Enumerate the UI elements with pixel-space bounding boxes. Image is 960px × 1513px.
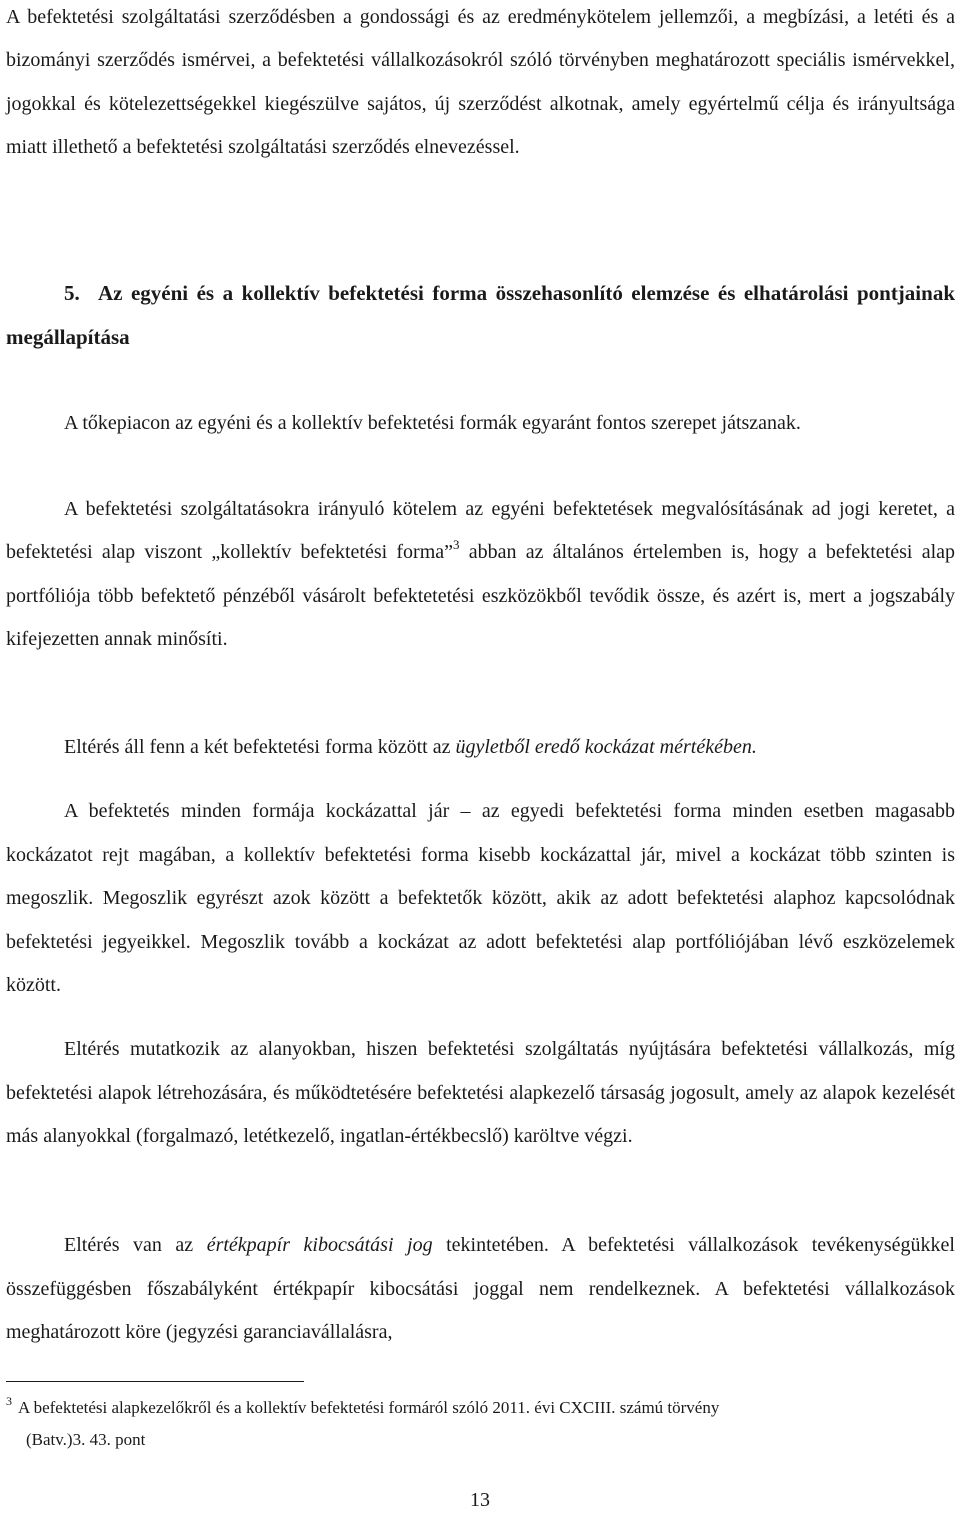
paragraph-2-text-a: A befektetési szolgáltatásokra irányuló kötelem az egyéni befektetések megvalósításának ad jogi keretet, a befektetési alap viszont „kollektív befektetési forma” bbox=[6, 498, 955, 564]
footnote-mark: 3 bbox=[6, 1394, 12, 1408]
paragraph-6-text-a: Eltérés van az bbox=[64, 1234, 207, 1256]
footnote bbox=[6, 1392, 955, 1456]
footnote-line-1 bbox=[6, 1392, 955, 1424]
footnote-separator bbox=[6, 1381, 304, 1382]
page-number: 13 bbox=[470, 1489, 490, 1511]
paragraph-6-emphasis: értékpapír kibocsátási jog bbox=[206, 1234, 433, 1256]
footnote-reference: 3 bbox=[453, 537, 460, 553]
paragraph-3 bbox=[6, 726, 955, 769]
paragraph-2-text-b: abban az általános értelemben is, hogy a befektetési alap portfóliója több befektető pénzéből vásárolt befektetetési eszközökből tevődik össze, és azért is, mert a jogszabály kifejezetten annak minősíti. bbox=[6, 541, 956, 650]
intro-paragraph: A befektetési szolgáltatási szerződésben a gondossági és az eredménykötelem jellemzői, a megbízási, a letéti és a bizományi szerződés ismérvei, a befektetési vállalkozásokról szóló törvényben meghatározott speciális ismérvekkel, jogokkal és kötelezettségekkel kiegészülve sajátos, új szerződést alkotnak, amely egyértelmű célja és irányultsága miatt illethető a befektetési szolgáltatási szerződés elnevezéssel. bbox=[6, 6, 955, 158]
paragraph-1: A tőkepiacon az egyéni és a kollektív befektetési formák egyaránt fontos szerepet játszanak. bbox=[64, 412, 801, 434]
section-heading bbox=[6, 271, 955, 359]
paragraph-6-text-b: tekintetében. A befektetési vállalkozások tevékenységükkel összefüggésben főszabályként értékpapír kibocsátási joggal nem rendelkeznek. A befektetési vállalkozások meghatározott köre (jegyzési garanciavállalásra, bbox=[6, 1234, 955, 1343]
paragraph-3-text: Eltérés áll fenn a két befektetési forma között az bbox=[64, 736, 456, 758]
footnote-line-2: (Batv.)3. 43. pont bbox=[26, 1430, 146, 1449]
paragraph-6 bbox=[6, 1224, 955, 1355]
section-number: 5. bbox=[64, 281, 80, 305]
paragraph-4: A befektetés minden formája kockázattal jár – az egyedi befektetési forma minden esetben magasabb kockázatot rejt magában, a kollektív befektetési forma kisebb kockázattal jár, mivel a kockázat több szinten is megoszlik. Megoszlik egyrészt azok között a befektetők között, akik az adott befektetési alaphoz kapcsolódnak befektetési jegyeikkel. Megoszlik tovább a kockázat az adott befektetési alap portfóliójában lévő eszközelemek között. bbox=[6, 800, 955, 996]
footnote-text-1: A befektetési alapkezelőkről és a kollektív befektetési formáról szóló 2011. évi CXCIII. számú törvény bbox=[18, 1398, 720, 1417]
paragraph-2 bbox=[6, 488, 955, 661]
paragraph-5: Eltérés mutatkozik az alanyokban, hiszen befektetési szolgáltatás nyújtására befektetési vállalkozás, míg befektetési alapok létrehozására, és működtetésére befektetési alapkezelő társaság jogosult, amely az alapok kezelését más alanyokkal (forgalmazó, letétkezelő, ingatlan-értékbecslő) karöltve végzi. bbox=[6, 1038, 955, 1147]
paragraph-3-emphasis: ügyletből eredő kockázat mértékében. bbox=[455, 736, 757, 758]
section-title: Az egyéni és a kollektív befektetési forma összehasonlító elemzése és elhatárolási pontjainak megállapítása bbox=[6, 281, 955, 349]
